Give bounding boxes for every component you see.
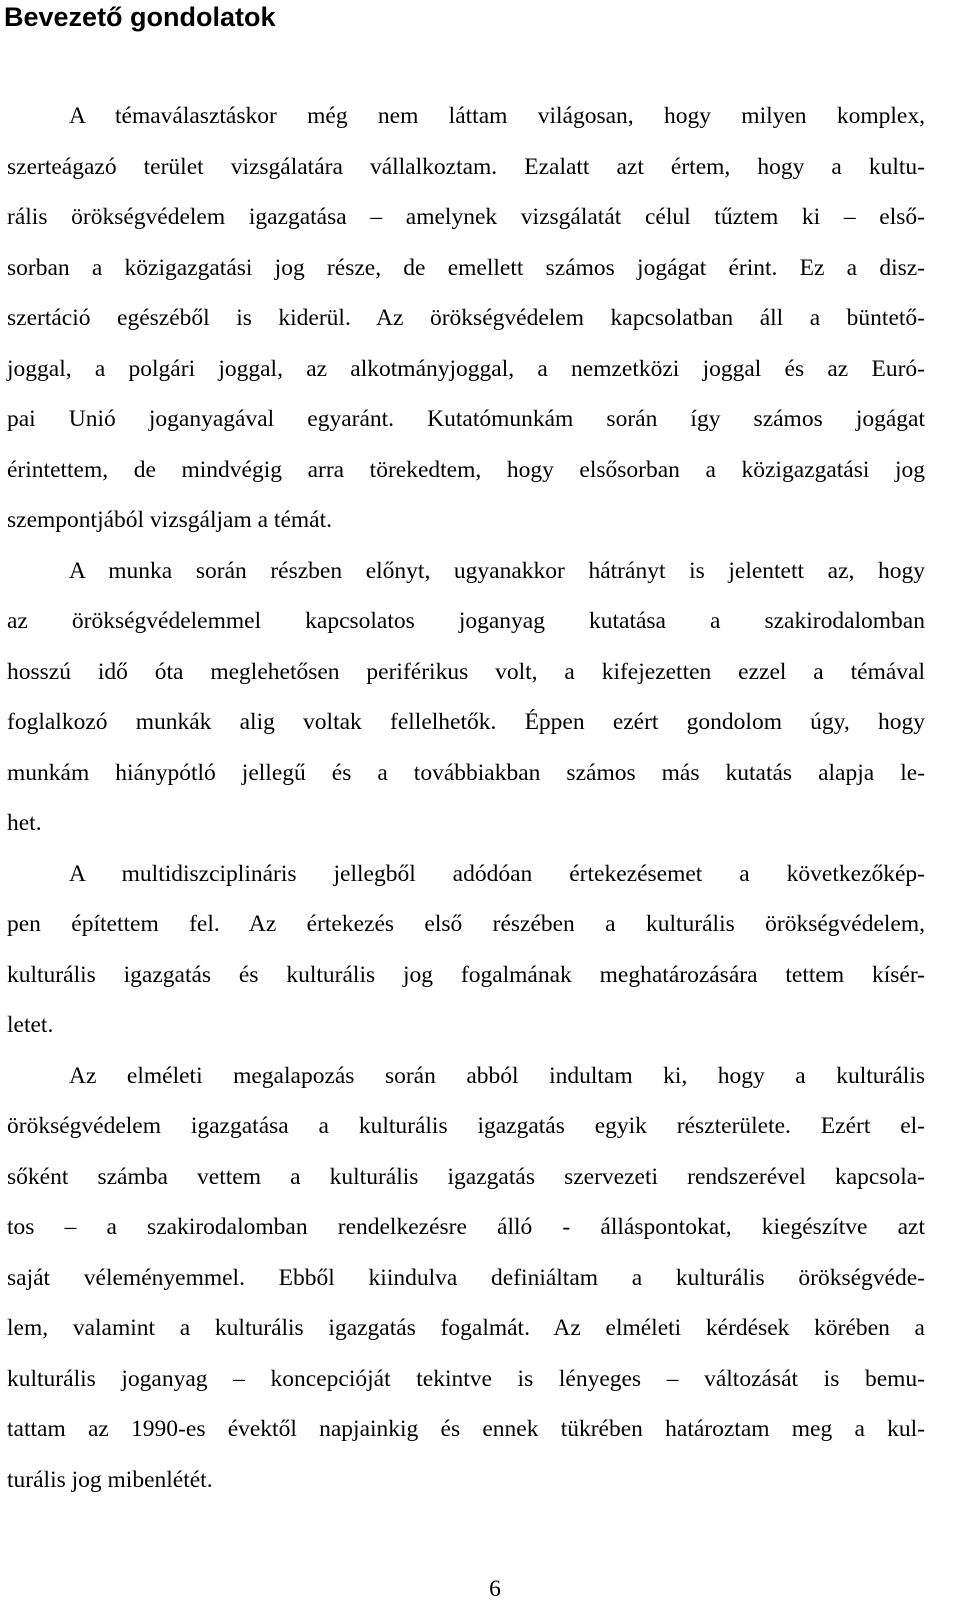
text-line: szempontjából vizsgáljam a témát.	[7, 507, 332, 533]
text-line: sorban a közigazgatási jog része, de emellett számos jogágat érint. Ez a disz-	[7, 254, 925, 281]
text-line: szertáció egészéből is kiderül. Az örökségvédelem kapcsolatban áll a büntető-	[7, 305, 925, 331]
text-line: letet.	[7, 1012, 54, 1038]
text-line: A multidiszciplináris jellegből adódóan értekezésemet a következőkép-	[69, 860, 925, 887]
text-line: saját véleményemmel. Ebből kiindulva definiáltam a kulturális örökségvéde-	[7, 1264, 925, 1291]
text-line: joggal, a polgári joggal, az alkotmányjoggal, a nemzetközi joggal és az Euró-	[7, 355, 925, 382]
text-line: lem, valamint a kulturális igazgatás fogalmát. Az elméleti kérdések körében a	[7, 1315, 925, 1341]
text-line: Az elméleti megalapozás során abból indultam ki, hogy a kulturális	[69, 1062, 925, 1089]
page-number: 6	[489, 1576, 501, 1602]
text-line: szerteágazó terület vizsgálatára vállalkoztam. Ezalatt azt értem, hogy a kultu-	[7, 153, 925, 180]
text-line: A munka során részben előnyt, ugyanakkor hátrányt is jelentett az, hogy	[69, 557, 925, 584]
body-text	[7, 91, 925, 1505]
text-line: turális jog mibenlétét.	[7, 1466, 213, 1493]
text-line: örökségvédelem igazgatása a kulturális igazgatás egyik részterülete. Ezért el-	[7, 1113, 925, 1139]
text-line: foglalkozó munkák alig voltak fellelhetők. Éppen ezért gondolom úgy, hogy	[7, 709, 925, 735]
text-line: kulturális joganyag – koncepcióját tekintve is lényeges – változását is bemu-	[7, 1365, 925, 1392]
text-line: munkám hiánypótló jellegű és a továbbiakban számos más kutatás alapja le-	[7, 759, 925, 786]
text-line: A témaválasztáskor még nem láttam világosan, hogy milyen komplex,	[69, 103, 925, 129]
text-line: tattam az 1990-es évektől napjainkig és ennek tükrében határoztam meg a kul-	[7, 1416, 925, 1442]
text-line: het.	[7, 810, 42, 836]
page-title: Bevezető gondolatok	[4, 2, 276, 32]
text-line: rális örökségvédelem igazgatása – amelynek vizsgálatát célul tűztem ki – első-	[7, 204, 925, 230]
text-line: sőként számba vettem a kulturális igazgatás szervezeti rendszerével kapcsola-	[7, 1163, 925, 1190]
text-line: hosszú idő óta meglehetősen periférikus volt, a kifejezetten ezzel a témával	[7, 658, 925, 685]
text-line: pai Unió joganyagával egyaránt. Kutatómunkám során így számos jogágat	[7, 406, 925, 432]
text-line: kulturális igazgatás és kulturális jog fogalmának meghatározására tettem kísér-	[7, 961, 925, 988]
text-line: tos – a szakirodalomban rendelkezésre álló - álláspontokat, kiegészítve azt	[7, 1214, 925, 1240]
text-line: érintettem, de mindvégig arra törekedtem, hogy elsősorban a közigazgatási jog	[7, 456, 925, 483]
text-line: az örökségvédelemmel kapcsolatos joganyag kutatása a szakirodalomban	[7, 608, 925, 634]
text-line: pen építettem fel. Az értekezés első részében a kulturális örökségvédelem,	[7, 911, 925, 937]
